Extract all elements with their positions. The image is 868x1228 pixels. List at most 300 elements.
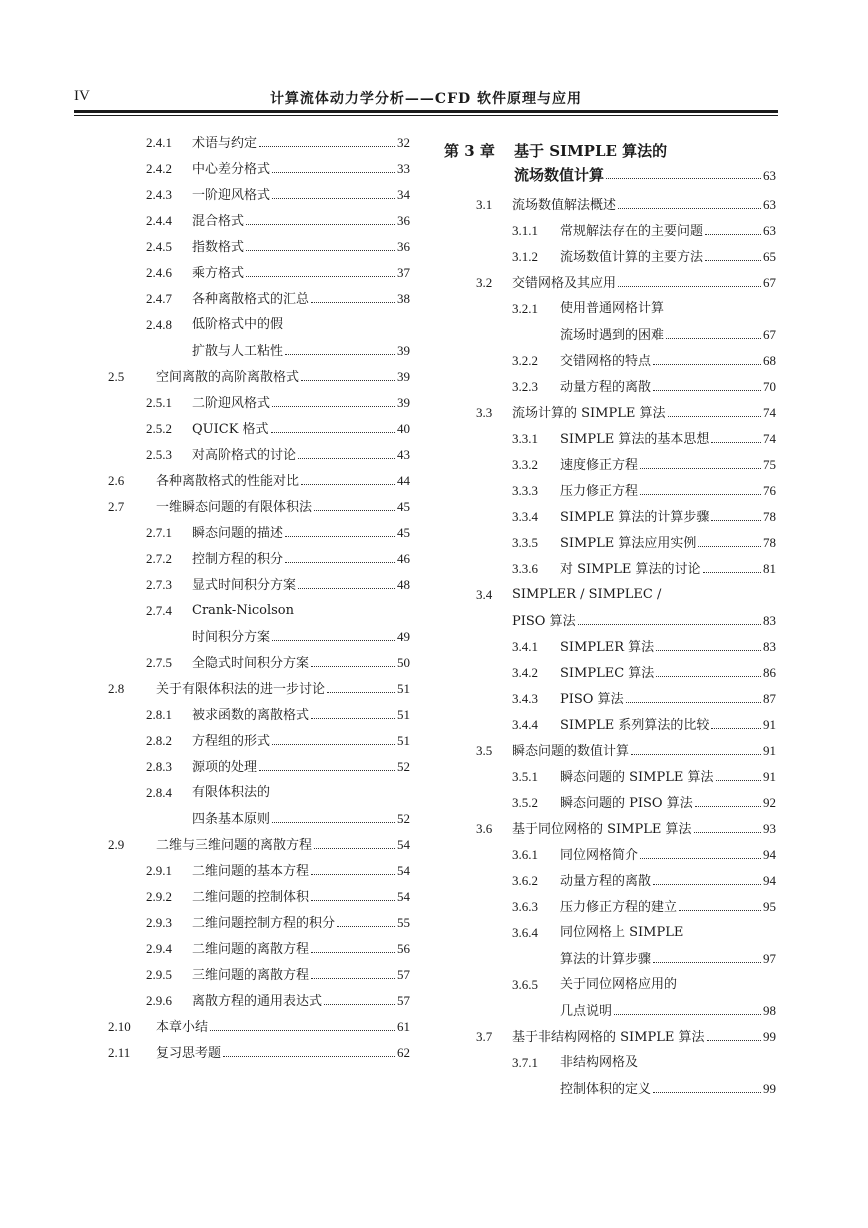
toc-entry-number: 2.7.5 [146, 655, 172, 670]
toc-entry-page: 67 [763, 275, 776, 290]
toc-entry[interactable] [108, 728, 410, 754]
toc-entry-number: 3.5.2 [512, 795, 538, 810]
toc-entry-number: 2.4.1 [146, 135, 172, 150]
toc-entry[interactable] [444, 738, 776, 764]
toc-entry-number: 3.3.2 [512, 457, 538, 472]
leader-dots [272, 806, 395, 823]
toc-entry-number: 2.4.8 [146, 317, 172, 332]
toc-entry-title: 流场时遇到的困难 [560, 328, 665, 343]
toc-entry-page: 61 [397, 1019, 410, 1034]
toc-entry-title: 速度修正方程 [560, 458, 639, 473]
toc-entry-page: 49 [397, 629, 410, 644]
toc-entry-page: 46 [397, 551, 410, 566]
leader-dots [272, 390, 395, 407]
toc-entry-number: 2.9.4 [146, 941, 172, 956]
toc-entry-page: 37 [397, 265, 410, 280]
toc-entry-page: 36 [397, 239, 410, 254]
toc-entry-title: 控制体积的定义 [560, 1082, 652, 1097]
toc-entry-number: 2.4.3 [146, 187, 172, 202]
toc-entry-title: 流场数值计算的主要方法 [560, 250, 704, 265]
toc-entry-page: 63 [763, 197, 776, 212]
toc-entry-title: 瞬态问题的描述 [192, 526, 284, 541]
toc-entry[interactable] [444, 504, 776, 530]
leader-dots [668, 400, 762, 417]
toc-entry-page: 99 [763, 1081, 776, 1096]
toc-entry-number: 3.1 [476, 197, 493, 212]
toc-entry-number: 3.6.3 [512, 899, 538, 914]
toc-entry[interactable] [444, 946, 776, 972]
leader-dots [656, 660, 761, 677]
toc-entry-page: 95 [763, 899, 776, 914]
toc-entry-number: 3.3 [476, 405, 493, 420]
leader-dots [698, 530, 761, 547]
toc-entry-page: 39 [397, 395, 410, 410]
leader-dots [618, 270, 761, 287]
chapter-title-line2: 流场数值计算 [514, 166, 605, 184]
leader-dots [716, 764, 762, 781]
toc-entry-number: 2.5.3 [146, 447, 172, 462]
toc-entry-title: 关于同位网格应用的 [560, 977, 678, 992]
toc-entry-title: 瞬态问题的 SIMPLE 算法 [560, 770, 714, 785]
toc-entry[interactable] [444, 660, 776, 686]
toc-entry-number: 2.8.3 [146, 759, 172, 774]
toc-entry-page: 38 [397, 291, 410, 306]
toc-entry[interactable] [444, 374, 776, 400]
leader-dots [246, 208, 395, 225]
leader-dots [285, 338, 395, 355]
toc-entry-title: 混合格式 [192, 214, 245, 229]
toc-entry[interactable] [444, 1076, 776, 1102]
page-number: IV [74, 88, 90, 104]
leader-dots [246, 260, 395, 277]
toc-entry[interactable] [108, 676, 410, 702]
leader-dots [298, 572, 395, 589]
toc-entry-title: 一维瞬态问题的有限体积法 [156, 500, 313, 515]
toc-entry-page: 67 [763, 327, 776, 342]
toc-entry[interactable] [444, 634, 776, 660]
leader-dots [711, 426, 761, 443]
toc-entry-title: 同位网格上 SIMPLE [560, 925, 684, 940]
toc-entry-title: 对高阶格式的讨论 [192, 448, 297, 463]
toc-entry-title: 使用普通网格计算 [560, 301, 665, 316]
toc-entry-number: 2.9.3 [146, 915, 172, 930]
toc-entry-page: 56 [397, 941, 410, 956]
toc-entry-page: 81 [763, 561, 776, 576]
toc-entry-title: 几点说明 [560, 1004, 613, 1019]
leader-dots [311, 286, 395, 303]
leader-dots [311, 702, 395, 719]
toc-entry-number: 2.5.1 [146, 395, 172, 410]
toc-entry-page: 94 [763, 847, 776, 862]
toc-entry-page: 91 [763, 717, 776, 732]
toc-entry-title: 时间积分方案 [192, 630, 271, 645]
toc-entry-title: 中心差分格式 [192, 162, 271, 177]
toc-entry-number: 3.7.1 [512, 1055, 538, 1070]
toc-entry[interactable] [108, 572, 410, 598]
toc-entry-number: 2.7.3 [146, 577, 172, 592]
leader-dots [707, 1024, 762, 1041]
toc-entry-page: 55 [397, 915, 410, 930]
toc-entry-number: 3.4.4 [512, 717, 538, 732]
toc-entry-page: 51 [397, 707, 410, 722]
toc-entry[interactable] [444, 842, 776, 868]
toc-entry-number: 2.10 [108, 1019, 131, 1034]
toc-entry-page: 91 [763, 743, 776, 758]
toc-entry-title: 二阶迎风格式 [192, 396, 271, 411]
toc-entry-number: 3.6 [476, 821, 493, 836]
toc-entry[interactable] [444, 582, 776, 608]
toc-entry-number: 3.2.3 [512, 379, 538, 394]
toc-entry-number: 3.5.1 [512, 769, 538, 784]
toc-entry-title: 低阶格式中的假 [192, 317, 284, 332]
toc-entry-number: 2.8.4 [146, 785, 172, 800]
toc-entry-page: 94 [763, 873, 776, 888]
toc-entry[interactable] [108, 234, 410, 260]
leader-dots [705, 218, 761, 235]
toc-entry[interactable] [444, 686, 776, 712]
toc-entry-title: SIMPLE 算法的基本思想 [560, 432, 710, 447]
toc-entry-number: 3.7 [476, 1029, 493, 1044]
toc-entry[interactable] [108, 780, 410, 806]
toc-entry[interactable] [108, 416, 410, 442]
toc-entry-title: 离散方程的通用表达式 [192, 994, 323, 1009]
toc-entry-number: 2.8 [108, 681, 125, 696]
toc-entry-title: SIMPLER 算法 [560, 640, 655, 655]
toc-entry-page: 76 [763, 483, 776, 498]
leader-dots [223, 1040, 395, 1057]
toc-entry[interactable] [108, 988, 410, 1014]
toc-entry-title: QUICK 格式 [192, 422, 269, 437]
toc-entry[interactable] [108, 936, 410, 962]
header-rule-thick [74, 110, 778, 113]
toc-entry-number: 3.3.4 [512, 509, 538, 524]
toc-entry-number: 2.6 [108, 473, 125, 488]
toc-entry-title: SIMPLE 算法的计算步骤 [560, 510, 710, 525]
toc-entry-page: 63 [763, 223, 776, 238]
toc-entry[interactable] [444, 920, 776, 946]
toc-entry-number: 2.9.6 [146, 993, 172, 1008]
toc-entry-page: 98 [763, 1003, 776, 1018]
toc-entry-page: 57 [397, 993, 410, 1008]
toc-entry[interactable] [108, 702, 410, 728]
toc-entry-title: 交错网格及其应用 [512, 276, 617, 291]
header-rule-thin [74, 115, 778, 116]
leader-dots [640, 478, 761, 495]
toc-left-column [108, 130, 410, 1066]
toc-entry[interactable] [108, 858, 410, 884]
toc-entry-title: 关于有限体积法的进一步讨论 [156, 682, 326, 697]
leader-dots [653, 348, 761, 365]
chapter-page: 63 [763, 168, 776, 183]
leader-dots [327, 676, 395, 693]
toc-entry-title: 对 SIMPLE 算法的讨论 [560, 562, 701, 577]
toc-entry-number: 2.4.6 [146, 265, 172, 280]
toc-entry-title: 三维问题的离散方程 [192, 968, 310, 983]
toc-entry[interactable] [444, 894, 776, 920]
toc-entry[interactable] [444, 816, 776, 842]
toc-entry[interactable] [444, 244, 776, 270]
leader-dots [618, 192, 761, 209]
toc-entry[interactable] [108, 468, 410, 494]
toc-entry-number: 3.2.1 [512, 301, 538, 316]
toc-entry-title: PISO 算法 [560, 692, 624, 707]
toc-entry[interactable] [444, 556, 776, 582]
toc-entry-page: 62 [397, 1045, 410, 1060]
toc-entry[interactable] [444, 868, 776, 894]
toc-entry-number: 2.5 [108, 369, 125, 384]
toc-entry-page: 57 [397, 967, 410, 982]
toc-entry[interactable] [108, 546, 410, 572]
toc-entry[interactable] [108, 338, 410, 364]
toc-entry-title: 压力修正方程 [560, 484, 639, 499]
book-title: 计算流体动力学分析——CFD 软件原理与应用 [269, 91, 583, 107]
toc-entry-title: 方程组的形式 [192, 734, 271, 749]
toc-entry[interactable] [444, 1024, 776, 1050]
leader-dots [285, 520, 395, 537]
leader-dots [653, 946, 761, 963]
toc-entry[interactable] [108, 1014, 410, 1040]
toc-entry-title: 各种离散格式的性能对比 [156, 474, 300, 489]
toc-entry-page: 68 [763, 353, 776, 368]
toc-entry[interactable] [444, 972, 776, 998]
toc-entry-page: 74 [763, 431, 776, 446]
toc-entry[interactable] [108, 286, 410, 312]
toc-entry[interactable] [444, 790, 776, 816]
toc-entry[interactable] [444, 192, 776, 218]
toc-entry-number: 3.6.4 [512, 925, 538, 940]
toc-entry-page: 33 [397, 161, 410, 176]
toc-entry-number: 2.9.2 [146, 889, 172, 904]
toc-entry-number: 3.2 [476, 275, 493, 290]
leader-dots [640, 842, 761, 859]
toc-entry-number: 3.3.6 [512, 561, 538, 576]
toc-entry[interactable] [108, 910, 410, 936]
toc-entry[interactable] [108, 832, 410, 858]
toc-entry-title: 基于非结构网格的 SIMPLE 算法 [512, 1030, 705, 1045]
leader-dots [311, 650, 395, 667]
toc-entry-page: 44 [397, 473, 410, 488]
leader-dots [656, 634, 761, 651]
toc-entry[interactable] [444, 452, 776, 478]
toc-entry[interactable] [108, 806, 410, 832]
toc-entry[interactable] [108, 182, 410, 208]
toc-entry-page: 83 [763, 613, 776, 628]
toc-entry-number: 3.3.3 [512, 483, 538, 498]
toc-entry-title: 乘方格式 [192, 266, 245, 281]
toc-entry[interactable] [444, 530, 776, 556]
toc-entry[interactable] [444, 608, 776, 634]
toc-entry-title: 基于同位网格的 SIMPLE 算法 [512, 822, 692, 837]
toc-entry-title: 交错网格的特点 [560, 354, 652, 369]
toc-entry-title: 二维与三维问题的离散方程 [156, 838, 313, 853]
toc-entry[interactable] [108, 754, 410, 780]
toc-entry-title: 瞬态问题的数值计算 [512, 744, 630, 759]
chapter-heading[interactable] [444, 130, 776, 184]
toc-entry-page: 34 [397, 187, 410, 202]
toc-entry-title: SIMPLE 系列算法的比较 [560, 718, 710, 733]
toc-entry-number: 2.4.7 [146, 291, 172, 306]
toc-entry[interactable] [444, 218, 776, 244]
toc-entry[interactable] [108, 130, 410, 156]
toc-entry-page: 40 [397, 421, 410, 436]
toc-entry[interactable] [444, 1050, 776, 1076]
toc-entry-title: 四条基本原则 [192, 812, 271, 827]
leader-dots [272, 182, 395, 199]
leader-dots [272, 624, 395, 641]
toc-entry[interactable] [108, 884, 410, 910]
toc-entry-title: 二维问题的基本方程 [192, 864, 310, 879]
leader-dots [298, 442, 395, 459]
toc-entry[interactable] [108, 962, 410, 988]
toc-entry-number: 3.4 [476, 587, 493, 602]
toc-entry-page: 52 [397, 811, 410, 826]
toc-entry-page: 54 [397, 889, 410, 904]
toc-entry-page: 74 [763, 405, 776, 420]
toc-entry-page: 45 [397, 525, 410, 540]
toc-entry[interactable] [108, 364, 410, 390]
leader-dots [285, 546, 395, 563]
toc-entry-title: 非结构网格及 [560, 1055, 639, 1070]
toc-entry[interactable] [108, 442, 410, 468]
toc-entry[interactable] [108, 598, 410, 624]
chapter-title-line1: 基于 SIMPLE 算法的 [514, 142, 668, 160]
toc-entry-number: 2.7.2 [146, 551, 172, 566]
toc-entry-number: 3.5 [476, 743, 493, 758]
toc-entry-number: 2.8.2 [146, 733, 172, 748]
toc-entry-title: 二维问题的离散方程 [192, 942, 310, 957]
toc-entry-number: 2.7.4 [146, 603, 172, 618]
toc-entry-number: 2.5.2 [146, 421, 172, 436]
toc-entry-title: 瞬态问题的 PISO 算法 [560, 796, 693, 811]
leader-dots [271, 416, 395, 433]
toc-entry-title: 源项的处理 [192, 760, 258, 775]
toc-entry[interactable] [108, 260, 410, 286]
toc-entry[interactable] [444, 764, 776, 790]
toc-entry[interactable] [444, 478, 776, 504]
toc-entry[interactable] [108, 156, 410, 182]
toc-entry-number: 3.6.2 [512, 873, 538, 888]
leader-dots [314, 832, 395, 849]
toc-right-column [444, 130, 776, 1102]
toc-entry-page: 87 [763, 691, 776, 706]
leader-dots [311, 962, 395, 979]
leader-dots [210, 1014, 395, 1031]
toc-entry[interactable] [108, 624, 410, 650]
toc-entry-page: 36 [397, 213, 410, 228]
toc-entry-number: 2.4.5 [146, 239, 172, 254]
leader-dots [640, 452, 761, 469]
toc-entry-page: 70 [763, 379, 776, 394]
toc-entry-title: SIMPLER / SIMPLEC / [512, 587, 662, 602]
toc-entry[interactable] [108, 208, 410, 234]
toc-entry[interactable] [444, 322, 776, 348]
toc-entry-title: 同位网格简介 [560, 848, 639, 863]
leader-dots [301, 468, 395, 485]
leader-dots [259, 130, 395, 147]
toc-entry[interactable] [444, 296, 776, 322]
toc-entry-title: 压力修正方程的建立 [560, 900, 678, 915]
leader-dots [614, 998, 761, 1015]
toc-entry-page: 52 [397, 759, 410, 774]
leader-dots [272, 728, 395, 745]
leader-dots [711, 712, 761, 729]
toc-entry-page: 75 [763, 457, 776, 472]
toc-entry-page: 65 [763, 249, 776, 264]
toc-entry-title: 空间离散的高阶离散格式 [156, 370, 300, 385]
running-header [74, 88, 778, 110]
toc-entry-number: 3.1.2 [512, 249, 538, 264]
chapter-label: 第 3 章 [444, 142, 495, 160]
toc-entry-page: 86 [763, 665, 776, 680]
toc-entry-page: 51 [397, 733, 410, 748]
toc-entry-number: 3.6.5 [512, 977, 538, 992]
leader-dots [259, 754, 395, 771]
leader-dots [337, 910, 395, 927]
toc-entry-title: 本章小结 [156, 1020, 209, 1035]
toc-entry-title: 术语与约定 [192, 136, 258, 151]
toc-entry-page: 54 [397, 863, 410, 878]
toc-entry-page: 78 [763, 535, 776, 550]
leader-dots [631, 738, 761, 755]
toc-entry-number: 3.3.1 [512, 431, 538, 446]
leader-dots [703, 556, 762, 573]
toc-entry-title: 二维问题的控制体积 [192, 890, 310, 905]
toc-entry-title: 一阶迎风格式 [192, 188, 271, 203]
toc-entry-number: 2.7 [108, 499, 125, 514]
toc-entry[interactable] [444, 270, 776, 296]
toc-entry-page: 48 [397, 577, 410, 592]
toc-entry-page: 39 [397, 343, 410, 358]
toc-entry-page: 50 [397, 655, 410, 670]
toc-entry[interactable] [108, 494, 410, 520]
leader-dots [653, 374, 761, 391]
toc-entry-title: 指数格式 [192, 240, 245, 255]
toc-entry[interactable] [108, 650, 410, 676]
toc-entry[interactable] [444, 712, 776, 738]
toc-entry[interactable] [444, 426, 776, 452]
toc-entry-title: 全隐式时间积分方案 [192, 656, 310, 671]
leader-dots [705, 244, 761, 261]
toc-entry-number: 2.9.1 [146, 863, 172, 878]
toc-entry-title: 流场数值解法概述 [512, 198, 617, 213]
toc-entry[interactable] [108, 312, 410, 338]
leader-dots [314, 494, 395, 511]
toc-entry[interactable] [108, 390, 410, 416]
toc-entry-title: 控制方程的积分 [192, 552, 284, 567]
toc-entry-page: 51 [397, 681, 410, 696]
toc-entry[interactable] [444, 400, 776, 426]
leader-dots [653, 868, 761, 885]
toc-entry-title: 扩散与人工粘性 [192, 344, 284, 359]
toc-entry-number: 2.4.4 [146, 213, 172, 228]
toc-entry-title: Crank-Nicolson [192, 603, 294, 618]
toc-entry[interactable] [108, 1040, 410, 1066]
toc-entry-title: PISO 算法 [512, 614, 576, 629]
toc-entry[interactable] [444, 998, 776, 1024]
leader-dots [272, 156, 395, 173]
leader-dots [653, 1076, 761, 1093]
toc-entry-page: 83 [763, 639, 776, 654]
toc-entry-title: 动量方程的离散 [560, 380, 652, 395]
toc-entry-title: 常规解法存在的主要问题 [560, 224, 704, 239]
toc-entry-number: 2.9.5 [146, 967, 172, 982]
leader-dots [606, 164, 761, 179]
toc-entry[interactable] [444, 348, 776, 374]
toc-entry-page: 91 [763, 769, 776, 784]
toc-entry-title: SIMPLE 算法应用实例 [560, 536, 697, 551]
toc-entry-number: 3.6.1 [512, 847, 538, 862]
toc-entry[interactable] [108, 520, 410, 546]
